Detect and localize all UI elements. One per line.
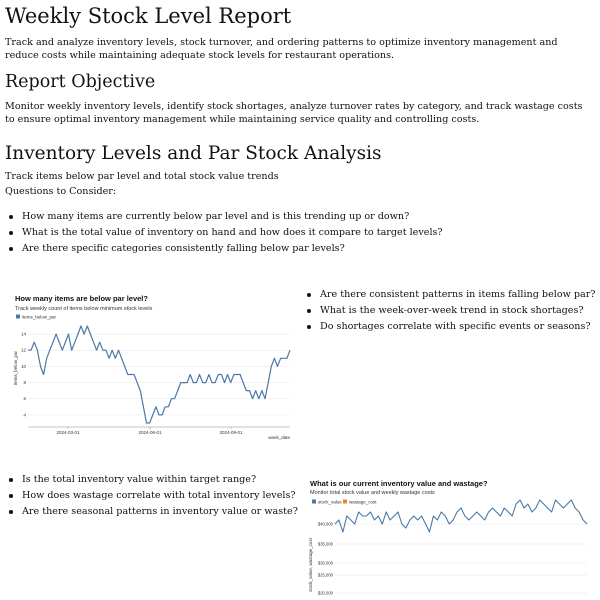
y-tick-label: $40,000 [317,521,333,527]
series-line-items-below-par [28,326,290,423]
list-item: Are there seasonal patterns in inventory value or waste? [5,505,298,521]
chart-subtitle: Monitor total stock value and weekly wastage costs [310,490,435,496]
y-tick-label: $30,000 [317,560,333,566]
list-item: How does wastage correlate with total inventory levels? [5,489,298,505]
y-tick-label: 12 [20,347,26,353]
y-tick-label: 8 [23,380,26,386]
y-tick-label: 14 [20,331,26,337]
list-item: How many items are currently below par level and is this trending up or down? [5,210,443,226]
chart-title: What is our current inventory value and wastage? [310,479,488,488]
list-item: Do shortages correlate with specific events or seasons? [303,320,595,336]
y-tick-label: 6 [23,396,26,402]
legend-swatch-wastage [343,500,347,504]
series-line-stock-value [335,500,587,532]
list-item: Are there specific categories consistently falling below par levels? [5,242,443,258]
chart-title: How many items are below par level? [15,294,148,303]
list-item: What is the week-over-week trend in stock shortages? [303,304,595,320]
items-below-par-chart [0,285,300,445]
x-axis-label: week_date [268,435,290,440]
x-tick-label: 2024-09-01 [219,430,243,435]
questions-list [5,210,443,258]
objective-paragraph: Monitor weekly inventory levels, identify stock shortages, analyze turnover rates by category, and track wastage costs to ensure optimal inventory management while maintaining service quality and controlling costs. [5,101,583,125]
section-subtitle: Track items below par level and total stock value trends [5,171,279,182]
x-tick-label: 2024-03-01 [56,430,80,435]
list-item: Are there consistent patterns in items falling below par? [303,288,595,304]
legend-label-wastage: wastage_cost [349,499,377,505]
legend-swatch [16,315,20,319]
inventory-value-chart [300,470,600,600]
list-item: Is the total inventory value within target range? [5,473,298,489]
section-heading: Inventory Levels and Par Stock Analysis [5,143,382,164]
list-item: What is the total value of inventory on hand and how does it compare to target levels? [5,226,443,242]
legend-swatch-stock [312,500,316,504]
page-title: Weekly Stock Level Report [5,4,292,28]
x-tick-label: 2024-06-01 [138,430,162,435]
objective-heading: Report Objective [5,72,156,92]
y-tick-label: $35,000 [317,541,333,547]
legend-label-stock: stock_value [318,499,342,505]
intro-paragraph: Track and analyze inventory levels, stock turnover, and ordering patterns to optimize inventory management and reduce costs while maintaining adequate stock levels for restaurant operations. [5,37,558,61]
y-tick-label: 10 [20,363,26,369]
side-questions-1 [303,288,595,336]
y-axis-label: items_below_par [13,350,18,386]
y-axis-label: stock_value, wastage_cost [308,538,313,592]
legend-label: items_below_par [22,314,57,320]
chart-subtitle: Track weekly count of items below minimum stock levels [15,306,153,312]
questions-label: Questions to Consider: [5,186,117,197]
y-tick-label: $25,000 [317,572,333,578]
y-tick-label: $20,000 [317,590,333,596]
side-questions-2 [5,473,298,521]
y-tick-label: 4 [23,412,26,418]
